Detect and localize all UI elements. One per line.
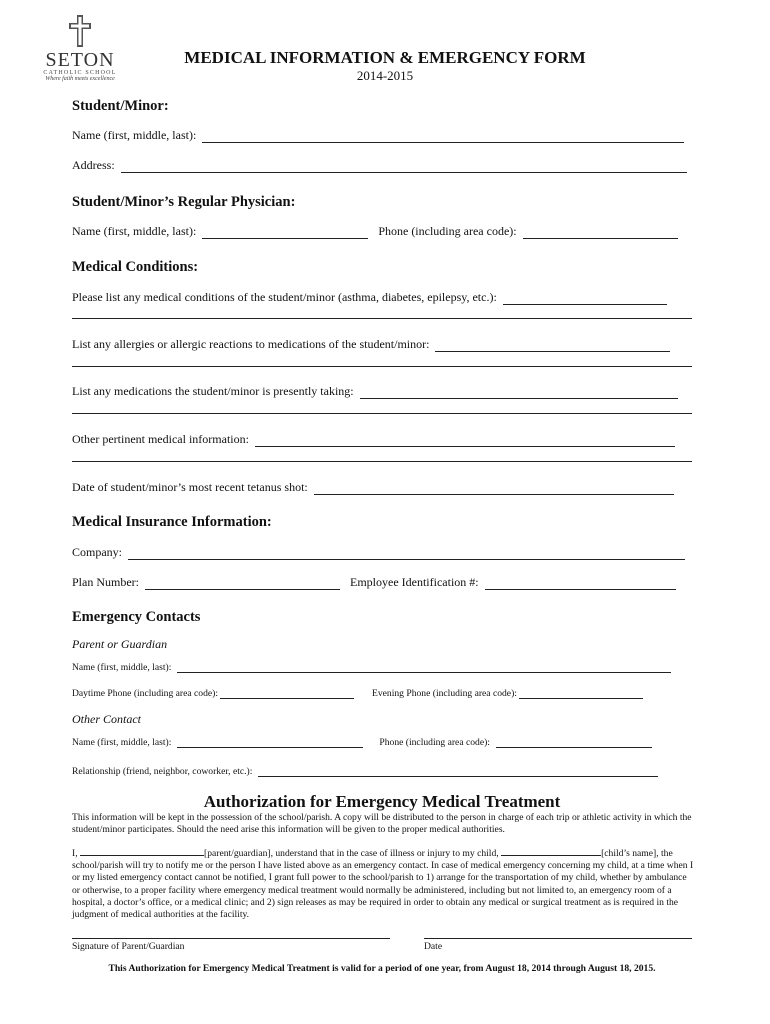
student-name-label: Name (first, middle, last): [72,128,197,142]
logo-subtitle: CATHOLIC SCHOOL [43,70,117,76]
student-name-field [72,128,684,143]
relationship-input[interactable] [258,764,658,777]
allergies-input-line-2[interactable] [72,366,692,367]
other-name-label: Name (first, middle, last): [72,737,172,748]
other-phone-input[interactable] [496,735,652,748]
physician-name-input[interactable] [202,226,368,239]
medical-heading: Medical Conditions: [72,259,199,275]
validity-note: This Authorization for Emergency Medical Treatment is valid for a period of one year, from August 18, 2014 through August 18, 2015. [108,963,656,974]
tetanus-input[interactable] [314,482,674,495]
relationship-label: Relationship (friend, neighbor, coworker, etc.): [72,766,253,777]
signature-label: Signature of Parent/Guardian [72,941,185,952]
student-address-input[interactable] [121,160,687,173]
parent-name-field [72,660,671,673]
company-input[interactable] [128,547,685,560]
physician-phone-input[interactable] [523,226,678,239]
student-address-field [72,158,687,173]
signature-input[interactable] [72,938,390,939]
physician-name-label: Name (first, middle, last): [72,224,197,238]
insurance-row [72,575,676,590]
conditions-input[interactable] [503,292,667,305]
parent-guardian-input[interactable] [80,846,204,856]
parent-name-input[interactable] [177,660,671,673]
authorization-title: Authorization for Emergency Medical Treatment [203,792,561,811]
tetanus-label: Date of student/minor’s most recent tetanus shot: [72,480,308,494]
consent-first-line [72,846,694,860]
other-info-label: Other pertinent medical information: [72,432,249,446]
plan-label: Plan Number: [72,575,139,589]
emergency-heading: Emergency Contacts [72,609,201,625]
physician-heading: Student/Minor’s Regular Physician: [72,194,296,210]
allergies-field [72,337,670,352]
day-phone-input[interactable] [220,686,354,699]
parent-phone-row [72,686,643,699]
employee-id-input[interactable] [485,577,676,590]
date-label: Date [424,941,443,952]
consent-child-text: [child’s name], the [601,848,673,859]
other-contact-row [72,735,652,748]
plan-input[interactable] [145,577,340,590]
other-name-input[interactable] [177,735,363,748]
other-contact-subheading: Other Contact [72,712,141,726]
day-phone-label: Daytime Phone (including area code): [72,688,218,699]
medications-input-line-2[interactable] [72,413,692,414]
conditions-label: Please list any medical conditions of the student/minor (asthma, diabetes, epilepsy, etc.): [72,290,497,304]
other-info-field [72,432,675,447]
company-label: Company: [72,545,122,559]
other-phone-label: Phone (including area code): [379,737,490,748]
parent-subheading: Parent or Guardian [72,637,168,651]
authorization-info: This information will be kept in the possession of the school/parish. A copy will be distributed to the person in charge of each trip or athletic activity in which the student/minor participates. Should the need arise this information will be given to the proper medical authorities. [72,812,692,836]
student-address-label: Address: [72,158,115,172]
employee-id-label: Employee Identification #: [350,575,479,589]
school-logo [40,14,120,82]
parent-name-label: Name (first, middle, last): [72,662,172,673]
other-info-input[interactable] [255,434,675,447]
medications-label: List any medications the student/minor is presently taking: [72,384,354,398]
physician-phone-label: Phone (including area code): [378,224,517,238]
child-name-input[interactable] [501,846,601,856]
relationship-field [72,764,658,777]
eve-phone-label: Evening Phone (including area code): [372,688,517,699]
logo-tagline: Where faith meets excellence [45,76,115,82]
medications-field [72,384,678,399]
physician-row [72,224,678,239]
allergies-input[interactable] [435,339,670,352]
company-field [72,545,685,560]
conditions-field [72,290,667,305]
consent-parent-text: [parent/guardian], understand that in the case of illness or injury to my child, [204,848,499,859]
student-name-input[interactable] [202,130,684,143]
form-year: 2014-2015 [356,68,414,83]
form-title: MEDICAL INFORMATION & EMERGENCY FORM [184,48,586,67]
allergies-label: List any allergies or allergic reactions to medications of the student/minor: [72,337,430,351]
cross-icon [67,14,93,48]
other-info-input-line-2[interactable] [72,461,692,462]
insurance-heading: Medical Insurance Information: [72,514,272,530]
consent-body: school/parish will try to notify me or the person I have listed above as an emergency contact. In case of medical emergency concerning my child, at a time when I or my listed emergency contact cannot be notified, I grant full power to the school/parish to 1) arrange for the transportation of my child, whether by ambulance or otherwise, to a proper facility where emergency medical treatment would normally be administered, including but not limited to, an emergency room of a hospital, a doctor’s office, or a medical clinic; and 2) sign releases as may be required in order to obtain any medical or surgical treatment as is required in the judgment of medical authorities at the facility. [72,860,694,921]
conditions-input-line-2[interactable] [72,318,692,319]
medications-input[interactable] [360,386,678,399]
date-input[interactable] [424,938,692,939]
consent-i-label: I, [72,848,78,859]
student-heading: Student/Minor: [72,98,169,114]
tetanus-field [72,480,674,495]
authorization-consent [72,846,694,921]
logo-name: SETON [45,49,115,71]
eve-phone-input[interactable] [519,686,643,699]
